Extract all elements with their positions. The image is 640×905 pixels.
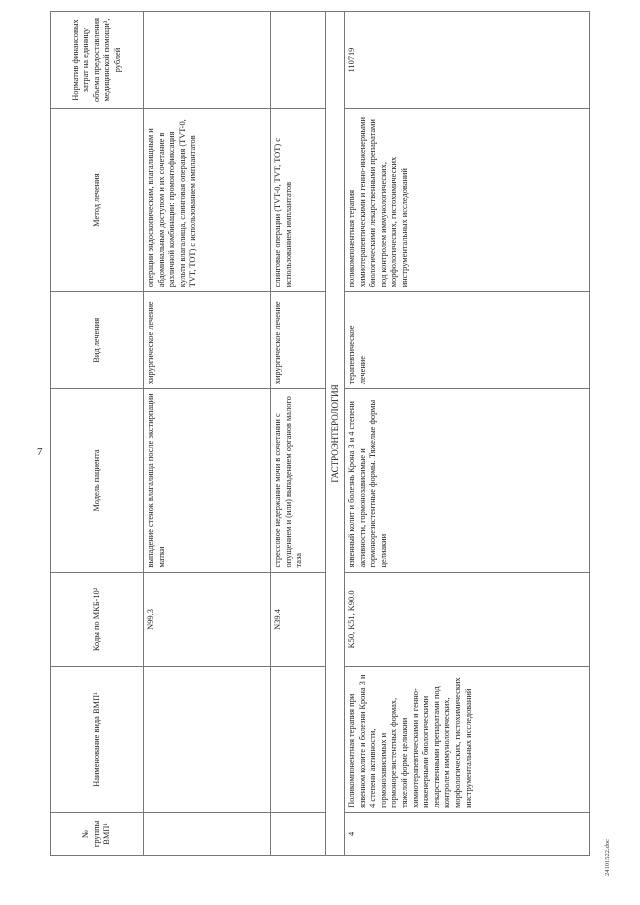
rotated-table-sheet: [50, 11, 630, 856]
table-row: [271, 12, 326, 856]
header-codes: Коды по МКБ-10²: [51, 572, 144, 667]
page-number: 7: [37, 446, 43, 458]
header-method: Метод лечения: [51, 109, 144, 292]
cell-model: выпадение стенок влагалища после экстирпации матки: [144, 389, 271, 572]
header-type: Вид лечения: [51, 292, 144, 389]
document-filename: 24101522.doc: [604, 838, 611, 876]
header-group-no: № группы ВМП¹: [51, 812, 144, 855]
table-row: [144, 12, 271, 856]
cell-model: стрессовое недержание мочи в сочетании с опущением и (или) выпадением органов малого таза: [271, 389, 326, 572]
cell-name: [271, 667, 326, 813]
table-header-row: [51, 12, 144, 856]
cell-method: операции эндоскопическим, влагалищным и абдоминальным доступом и их сочетание в различной комбинации: промонтофиксация культи влагалища, слинговая операция (TVT-0, TVT, TOT) с использованием имплантатов: [144, 109, 271, 292]
header-model: Модель пациента: [51, 389, 144, 572]
cell-codes: N39.4: [271, 572, 326, 667]
cell-norm: [271, 12, 326, 109]
cell-codes: N99.3: [144, 572, 271, 667]
cell-type: хирургическое лечение: [271, 292, 326, 389]
cell-model: язвенный колит и болезнь Крона 3 и 4 степени активности, гормонозависимые и гормонорезистентные формы. Тяжелые формы целиакии: [345, 389, 590, 572]
cell-codes: K50, K51, K90.0: [345, 572, 590, 667]
section-title: ГАСТРОЭНТЕРОЛОГИЯ: [326, 12, 345, 856]
cell-type: хирургическое лечение: [144, 292, 271, 389]
cell-norm: [144, 12, 271, 109]
cell-method: слинговые операции (TVT-0, TVT, TOT) с использованием имплантатов: [271, 109, 326, 292]
vmp-table: [50, 11, 590, 856]
cell-name: Поликомпонентная терапия при язвенном колите и болезни Крона 3 и 4 степени активности, гормонозависимых и гормонорезистентных формах, тяжелой форме целиакии химиотерапевтическими и генно-инженерными биологическими лекарственными препаратами под контролем иммунологических, морфологических, гистохимических инструментальных исследований: [345, 667, 590, 813]
cell-norm: 110719: [345, 12, 590, 109]
table-row: [345, 12, 590, 856]
header-norm: Норматив финансовых затрат на единицу объема предоставления медицинской помощи³, рублей: [51, 12, 144, 109]
section-row: [326, 12, 345, 856]
header-name: Наименование вида ВМП¹: [51, 667, 144, 813]
cell-type: терапевтическое лечение: [345, 292, 590, 389]
cell-group-no: 4: [345, 812, 590, 855]
cell-group-no: [144, 812, 271, 855]
cell-group-no: [271, 812, 326, 855]
cell-name: [144, 667, 271, 813]
cell-method: поликомпонентная терапия химиотерапевтическими и генно-инженерными биологическими лекарственными препаратами под контролем иммунологических, морфологических, гистохимических инструментальных исследований: [345, 109, 590, 292]
